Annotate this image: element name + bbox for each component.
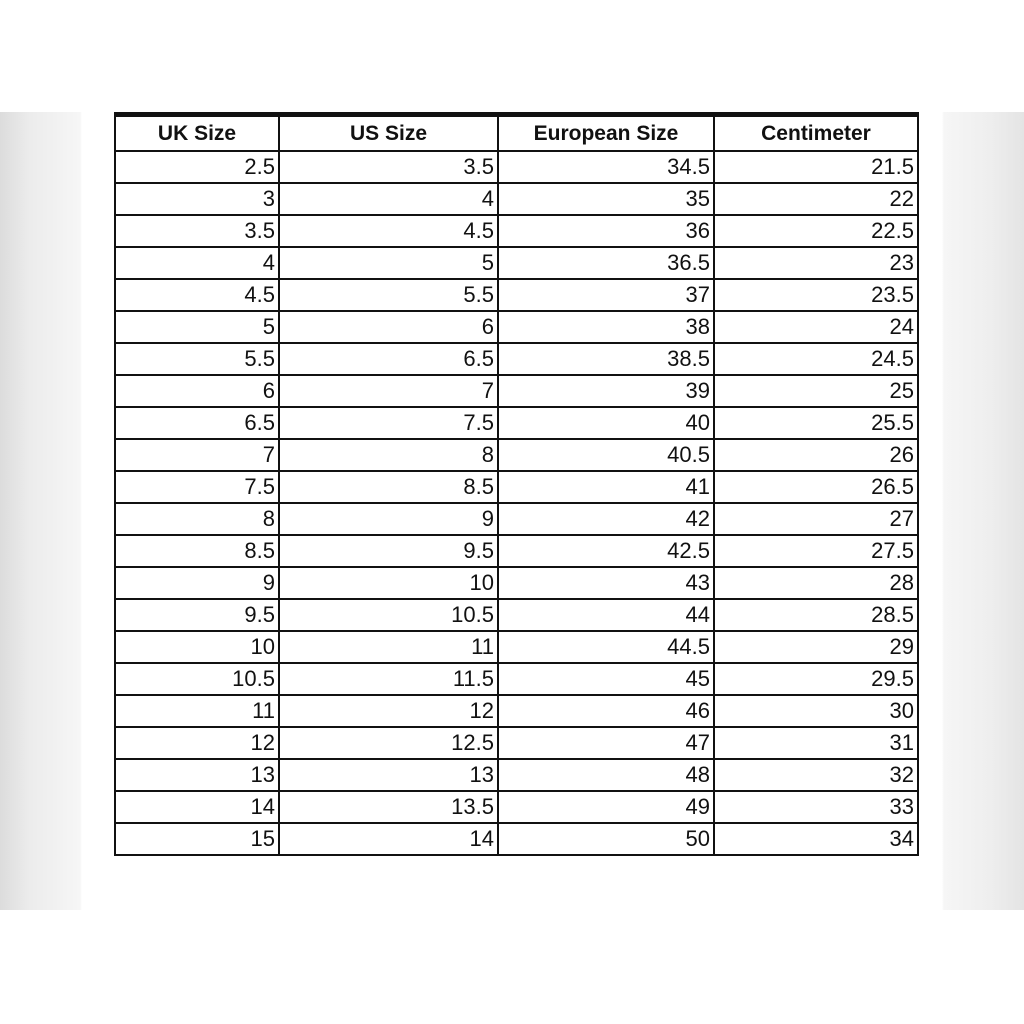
cell-uk-size: 9: [115, 567, 279, 599]
header-centimeter: Centimeter: [714, 116, 918, 151]
cell-uk-size: 10.5: [115, 663, 279, 695]
cell-uk-size: 13: [115, 759, 279, 791]
table-row: [115, 727, 918, 759]
table-row: [115, 599, 918, 631]
cell-centimeter: 31: [714, 727, 918, 759]
cell-centimeter: 25: [714, 375, 918, 407]
cell-european-size: 43: [498, 567, 714, 599]
cell-centimeter: 30: [714, 695, 918, 727]
cell-centimeter: 21.5: [714, 151, 918, 183]
cell-us-size: 10: [279, 567, 498, 599]
header-uk-size: UK Size: [115, 116, 279, 151]
cell-uk-size: 6: [115, 375, 279, 407]
table-row: [115, 567, 918, 599]
table-row: [115, 791, 918, 823]
cell-us-size: 14: [279, 823, 498, 855]
cell-centimeter: 34: [714, 823, 918, 855]
table-row: [115, 695, 918, 727]
cell-us-size: 7: [279, 375, 498, 407]
cell-centimeter: 23: [714, 247, 918, 279]
table-row: [115, 439, 918, 471]
cell-european-size: 37: [498, 279, 714, 311]
table-row: [115, 631, 918, 663]
cell-uk-size: 15: [115, 823, 279, 855]
table-row: [115, 375, 918, 407]
cell-us-size: 9: [279, 503, 498, 535]
cell-uk-size: 4.5: [115, 279, 279, 311]
cell-uk-size: 14: [115, 791, 279, 823]
cell-uk-size: 3: [115, 183, 279, 215]
table-row: [115, 407, 918, 439]
table-row: [115, 247, 918, 279]
cell-uk-size: 2.5: [115, 151, 279, 183]
cell-centimeter: 27: [714, 503, 918, 535]
table-body: [115, 151, 918, 855]
cell-centimeter: 23.5: [714, 279, 918, 311]
cell-centimeter: 27.5: [714, 535, 918, 567]
cell-uk-size: 8.5: [115, 535, 279, 567]
table-row: [115, 759, 918, 791]
cell-us-size: 12.5: [279, 727, 498, 759]
cell-centimeter: 32: [714, 759, 918, 791]
cell-uk-size: 7.5: [115, 471, 279, 503]
cell-us-size: 12: [279, 695, 498, 727]
cell-centimeter: 22.5: [714, 215, 918, 247]
cell-uk-size: 5: [115, 311, 279, 343]
table-row: [115, 311, 918, 343]
cell-us-size: 8.5: [279, 471, 498, 503]
cell-european-size: 42: [498, 503, 714, 535]
cell-centimeter: 24: [714, 311, 918, 343]
cell-uk-size: 7: [115, 439, 279, 471]
table-row: [115, 279, 918, 311]
cell-centimeter: 25.5: [714, 407, 918, 439]
cell-european-size: 48: [498, 759, 714, 791]
table-row: [115, 183, 918, 215]
cell-european-size: 50: [498, 823, 714, 855]
cell-european-size: 38.5: [498, 343, 714, 375]
cell-european-size: 39: [498, 375, 714, 407]
cell-centimeter: 33: [714, 791, 918, 823]
cell-us-size: 6: [279, 311, 498, 343]
table-row: [115, 343, 918, 375]
cell-us-size: 10.5: [279, 599, 498, 631]
cell-european-size: 44.5: [498, 631, 714, 663]
header-european-size: European Size: [498, 116, 714, 151]
cell-us-size: 9.5: [279, 535, 498, 567]
cell-european-size: 42.5: [498, 535, 714, 567]
cell-us-size: 13.5: [279, 791, 498, 823]
cell-us-size: 4: [279, 183, 498, 215]
cell-us-size: 7.5: [279, 407, 498, 439]
cell-centimeter: 22: [714, 183, 918, 215]
cell-us-size: 3.5: [279, 151, 498, 183]
size-conversion-table: [114, 115, 919, 856]
cell-us-size: 5.5: [279, 279, 498, 311]
header-row: [115, 116, 918, 151]
cell-european-size: 35: [498, 183, 714, 215]
cell-us-size: 11: [279, 631, 498, 663]
cell-european-size: 44: [498, 599, 714, 631]
table-row: [115, 663, 918, 695]
cell-european-size: 46: [498, 695, 714, 727]
cell-centimeter: 26: [714, 439, 918, 471]
cell-us-size: 5: [279, 247, 498, 279]
cell-us-size: 8: [279, 439, 498, 471]
cell-uk-size: 10: [115, 631, 279, 663]
cell-centimeter: 28: [714, 567, 918, 599]
cell-us-size: 6.5: [279, 343, 498, 375]
cell-european-size: 41: [498, 471, 714, 503]
table-row: [115, 823, 918, 855]
cell-european-size: 45: [498, 663, 714, 695]
cell-uk-size: 11: [115, 695, 279, 727]
cell-centimeter: 29: [714, 631, 918, 663]
cell-uk-size: 8: [115, 503, 279, 535]
table-row: [115, 535, 918, 567]
cell-european-size: 36: [498, 215, 714, 247]
cell-european-size: 40.5: [498, 439, 714, 471]
cell-centimeter: 24.5: [714, 343, 918, 375]
cell-uk-size: 3.5: [115, 215, 279, 247]
header-us-size: US Size: [279, 116, 498, 151]
cell-us-size: 11.5: [279, 663, 498, 695]
cell-european-size: 40: [498, 407, 714, 439]
cell-european-size: 38: [498, 311, 714, 343]
table-row: [115, 151, 918, 183]
cell-uk-size: 12: [115, 727, 279, 759]
cell-centimeter: 29.5: [714, 663, 918, 695]
cell-european-size: 47: [498, 727, 714, 759]
cell-uk-size: 9.5: [115, 599, 279, 631]
cell-centimeter: 26.5: [714, 471, 918, 503]
cell-uk-size: 6.5: [115, 407, 279, 439]
cell-european-size: 49: [498, 791, 714, 823]
cell-uk-size: 5.5: [115, 343, 279, 375]
table-row: [115, 471, 918, 503]
table-row: [115, 503, 918, 535]
table-row: [115, 215, 918, 247]
cell-european-size: 34.5: [498, 151, 714, 183]
cell-us-size: 13: [279, 759, 498, 791]
cell-european-size: 36.5: [498, 247, 714, 279]
cell-centimeter: 28.5: [714, 599, 918, 631]
cell-uk-size: 4: [115, 247, 279, 279]
cell-us-size: 4.5: [279, 215, 498, 247]
